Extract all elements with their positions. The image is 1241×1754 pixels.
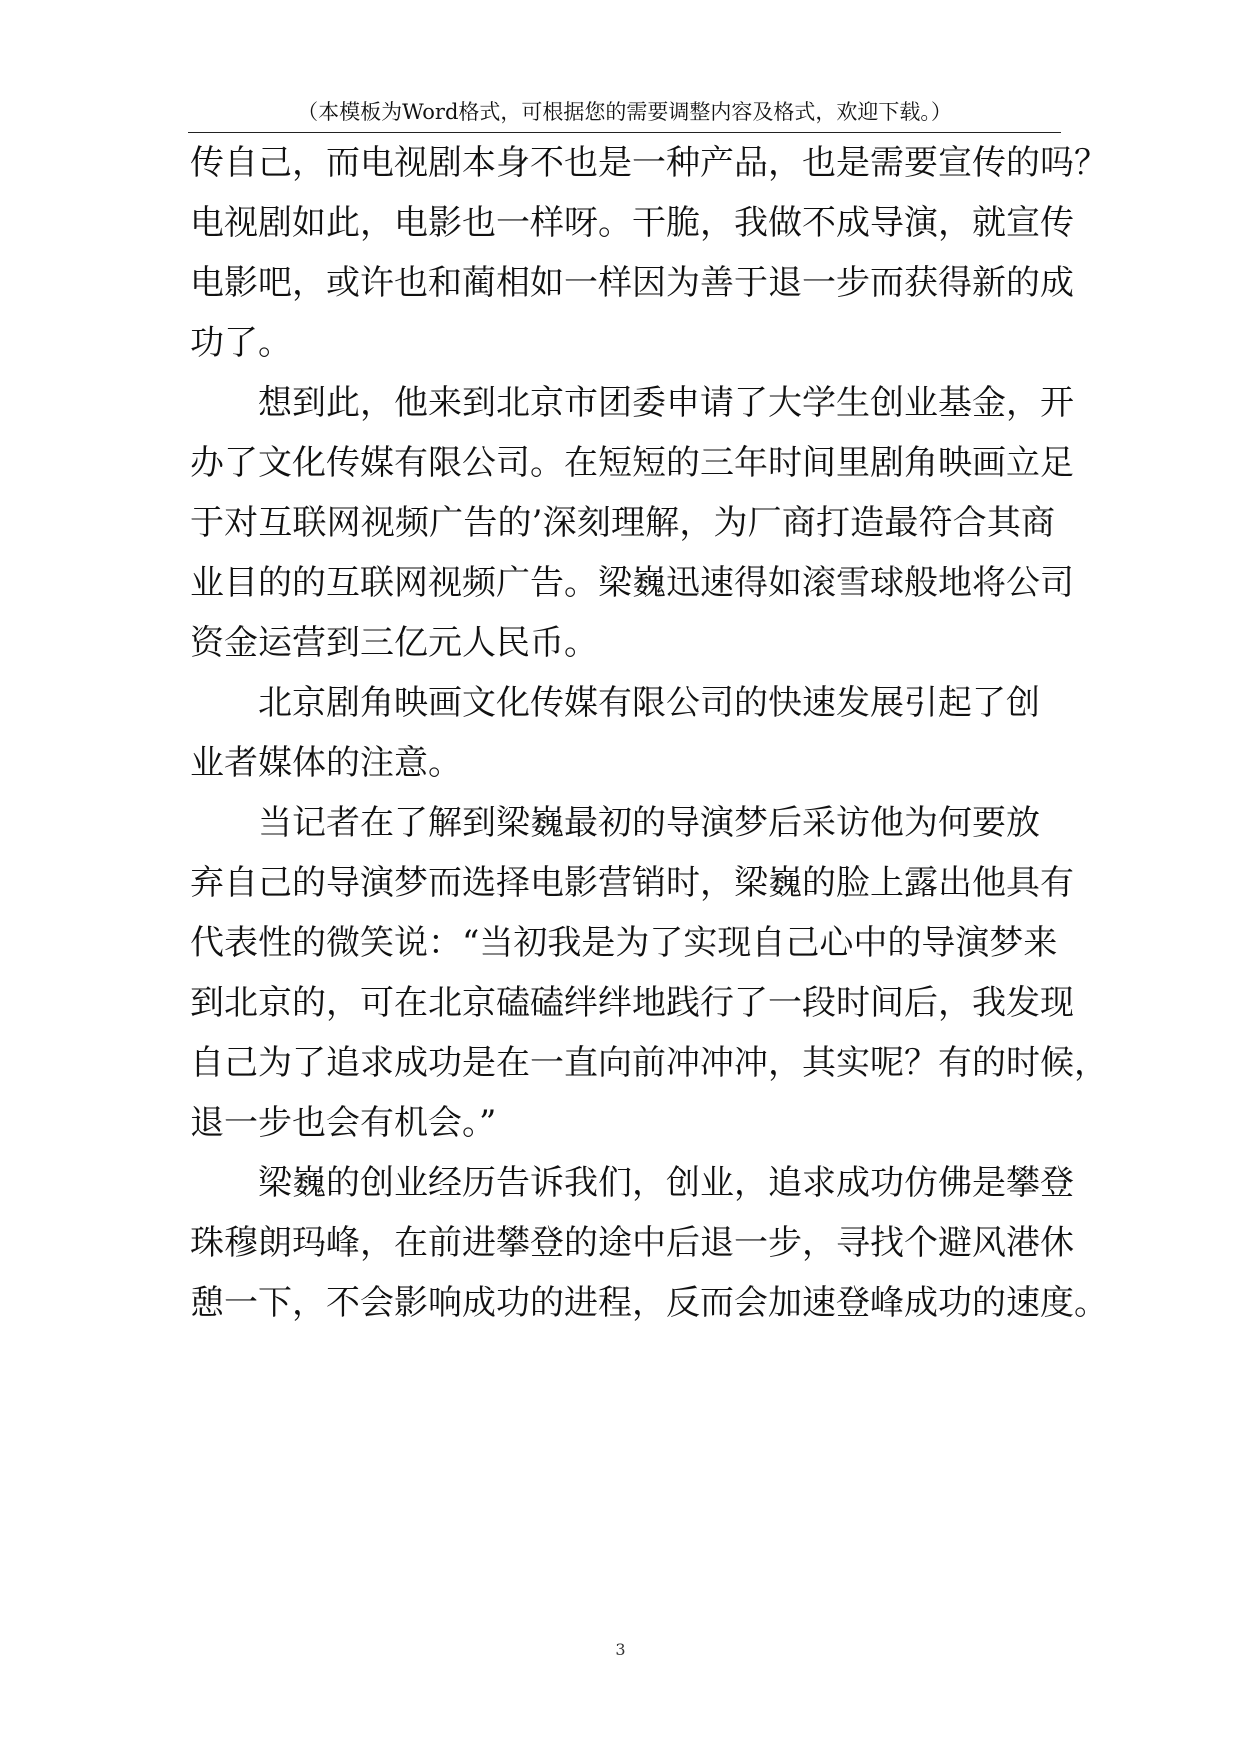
body-line: 梁巍的创业经历告诉我们，创业，追求成功仿佛是攀登 xyxy=(258,1163,1074,1203)
body-line: 于对互联网视频广告的’深刻理解，为厂商打造最符合其商 xyxy=(190,503,1055,543)
body-line: 自己为了追求成功是在一直向前冲冲冲，其实呢？有的时候， xyxy=(190,1043,1108,1083)
body-line: 电影吧，或许也和蔺相如一样因为善于退一步而获得新的成 xyxy=(190,263,1074,303)
body-line: 当记者在了解到梁巍最初的导演梦后采访他为何要放 xyxy=(258,803,1040,843)
body-line: 弃自己的导演梦而选择电影营销时，梁巍的脸上露出他具有 xyxy=(190,863,1074,903)
body-line: 业目的的互联网视频广告。梁巍迅速得如滚雪球般地将公司 xyxy=(190,563,1074,603)
template-note-header: （本模板为Word格式，可根据您的需要调整内容及格式，欢迎下载。） xyxy=(297,100,952,124)
body-line: 珠穆朗玛峰，在前进攀登的途中后退一步，寻找个避风港休 xyxy=(190,1223,1074,1263)
body-line: 功了。 xyxy=(190,323,292,363)
body-line: 憩一下，不会影响成功的进程，反而会加速登峰成功的速度。 xyxy=(190,1283,1108,1323)
body-line: 资金运营到三亿元人民币。 xyxy=(190,623,598,663)
body-line: 代表性的微笑说：“当初我是为了实现自己心中的导演梦来 xyxy=(190,923,1058,963)
body-line: 退一步也会有机会。” xyxy=(190,1103,497,1143)
body-line: 北京剧角映画文化传媒有限公司的快速发展引起了创 xyxy=(258,683,1040,723)
body-line: 业者媒体的注意。 xyxy=(190,743,462,783)
body-line: 办了文化传媒有限公司。在短短的三年时间里剧角映画立足 xyxy=(190,443,1074,483)
page-number: 3 xyxy=(615,1640,626,1659)
body-line: 到北京的，可在北京磕磕绊绊地践行了一段时间后，我发现 xyxy=(190,983,1074,1023)
body-line: 传自己，而电视剧本身不也是一种产品，也是需要宣传的吗？ xyxy=(190,143,1108,183)
body-line: 想到此，他来到北京市团委申请了大学生创业基金，开 xyxy=(258,383,1074,423)
body-line: 电视剧如此，电影也一样呀。干脆，我做不成导演，就宣传 xyxy=(190,203,1074,243)
